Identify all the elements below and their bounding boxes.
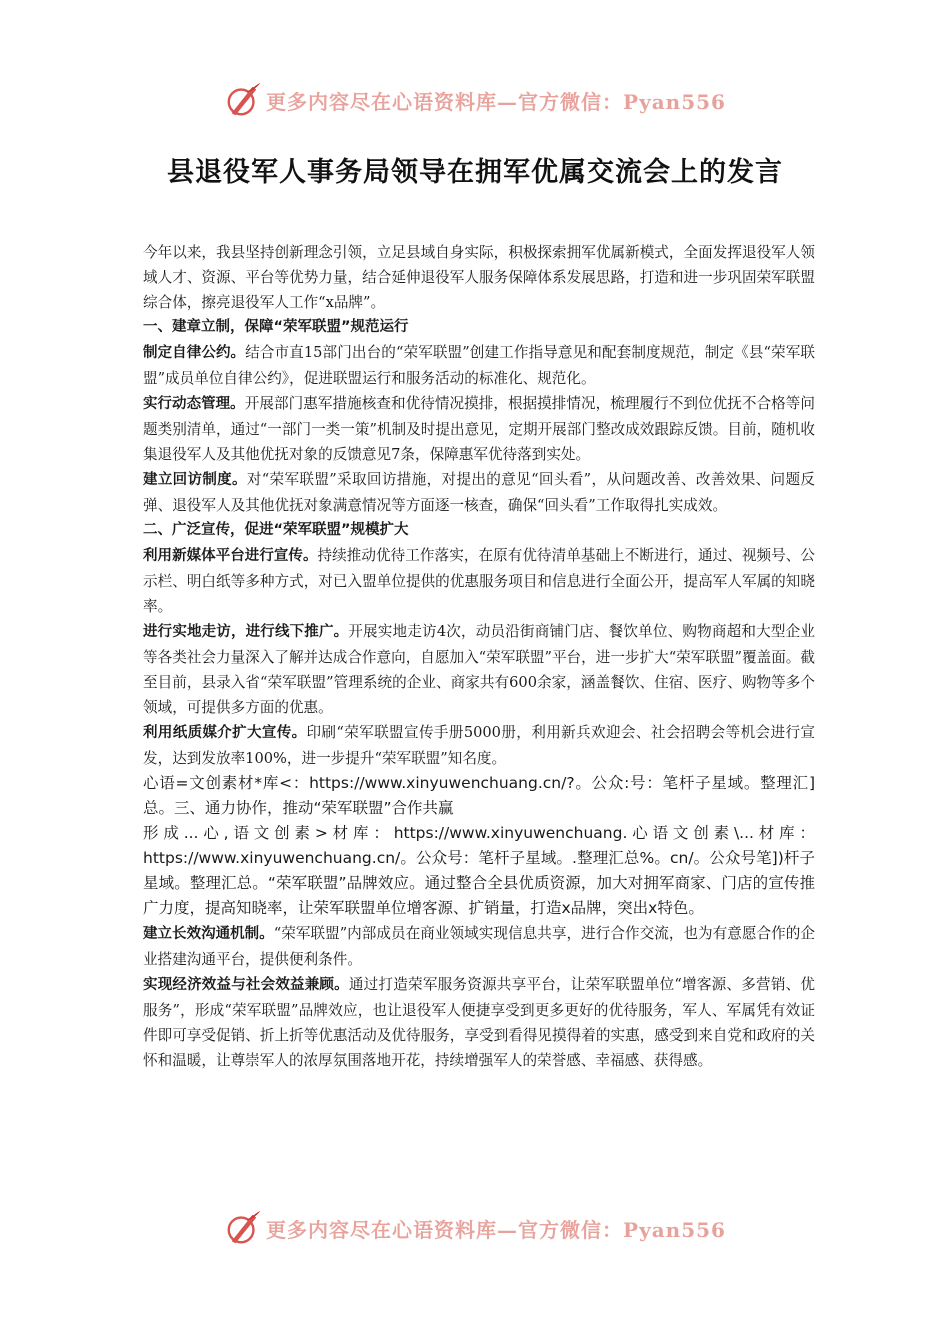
- paragraph-lead: 制定自律公约。: [143, 345, 246, 361]
- paragraph: [143, 972, 815, 1073]
- section-heading-2: 二、广泛宣传，促进“荣军联盟”规模扩大: [143, 522, 409, 538]
- paragraph: [143, 720, 815, 771]
- watermark-mixed-paragraph: 形成...心,语文创素>材库：https://www.xinyuwenchuang.心语文创素\...材库：https://www.xinyuwenchuang.cn/。公众号：笔杆子星域。.整理汇总%。cn/。公众号笔])杆子星域。整理汇总。“荣军联盟”品牌效应。通过整合全县优质资源，加大对拥军商家、门店的宣传推广力度，提高知晓率，让荣军联盟单位增客源、扩销量，打造x品牌，突出x特色。: [143, 824, 815, 917]
- quill-logo-icon: [224, 1209, 262, 1247]
- paragraph: [143, 467, 815, 518]
- footer-banner: [0, 1206, 950, 1250]
- paragraph-lead: 进行实地走访，进行线下推广。: [143, 624, 349, 640]
- watermark-mixed-paragraph: 心语=文创素材*库<：https://www.xinyuwenchuang.cn/?。公众:号：笔杆子星域。整理汇]总。三、通力协作，推动“荣军联盟”合作共赢: [143, 774, 815, 817]
- paragraph-text: 开展部门惠军措施核查和优待情况摸排，根据摸排情况，梳理履行不到位优抚不合格等问题类别清单，通过“一部门一类一策”机制及时提出意见，定期开展部门整改成效跟踪反馈。目前，随机收集退役军人及其他优抚对象的反馈意见7条，保障惠军优待落到实处。: [143, 395, 816, 463]
- page-title: 县退役军人事务局领导在拥军优属交流会上的发言: [167, 157, 783, 188]
- paragraph-lead: 利用新媒体平台进行宣传。: [143, 548, 318, 564]
- paragraph-lead: 建立回访制度。: [143, 472, 247, 488]
- paragraph-lead: 实行动态管理。: [143, 396, 245, 412]
- paragraph: [143, 543, 815, 619]
- paragraph-text: 开展实地走访4次，动员沿街商铺门店、餐饮单位、购物商超和大型企业等各类社会力量深入了解并达成合作意向，自愿加入“荣军联盟”平台，进一步扩大“荣军联盟”覆盖面。截至目前，县录入省“荣军联盟”管理系统的企业、商家共有600余家，涵盖餐饮、住宿、医疗、购物等多个领域，可提供多方面的优惠。: [143, 623, 816, 716]
- paragraph-lead: 实现经济效益与社会效益兼顾。: [143, 977, 349, 993]
- paragraph: [143, 921, 815, 972]
- paragraph-lead: 建立长效沟通机制。: [143, 926, 274, 942]
- intro-paragraph: 今年以来，我县坚持创新理念引领，立足县域自身实际，积极探索拥军优属新模式，全面发挥退役军人领域人才、资源、平台等优势力量，结合延伸退役军人服务保障体系发展思路，打造和进一步巩固荣军联盟综合体，擦亮退役军人工作“x品牌”。: [143, 244, 815, 311]
- paragraph: [143, 619, 815, 720]
- banner-text: 更多内容尽在心语资料库—官方微信：Pyan556: [266, 89, 726, 114]
- paragraph-text: 对“荣军联盟”采取回访措施，对提出的意见“回头看”，从问题改善、改善效果、问题反弹、退役军人及其他优抚对象满意情况等方面逐一核查，确保“回头看”工作取得扎实成效。: [143, 471, 815, 514]
- paragraph-text: 结合市直15部门出台的“荣军联盟”创建工作指导意见和配套制度规范，制定《县“荣军联盟”成员单位自律公约》，促进联盟运行和服务活动的标准化、规范化。: [143, 344, 815, 387]
- document-body: [143, 240, 815, 1073]
- quill-logo-icon: [224, 81, 262, 119]
- paragraph-lead: 利用纸质媒介扩大宣传。: [143, 725, 307, 741]
- paragraph: [143, 340, 815, 391]
- paragraph-text: 印刷“荣军联盟宣传手册5000册，利用新兵欢迎会、社会招聘会等机会进行宣发，达到发放率100%，进一步提升“荣军联盟”知名度。: [143, 724, 816, 767]
- banner-text: 更多内容尽在心语资料库—官方微信：Pyan556: [266, 1217, 726, 1242]
- paragraph-text: 持续推动优待工作落实，在原有优待清单基础上不断进行，通过、视频号、公示栏、明白纸等多种方式，对已入盟单位提供的优惠服务项目和信息进行全面公开，提高军人军属的知晓率。: [143, 547, 815, 615]
- header-banner: [0, 78, 950, 122]
- paragraph: [143, 391, 815, 467]
- section-heading-1: 一、建章立制，保障“荣军联盟”规范运行: [143, 319, 409, 335]
- paragraph-text: “荣军联盟”内部成员在商业领域实现信息共享，进行合作交流，也为有意愿合作的企业搭建沟通平台，提供便利条件。: [143, 925, 815, 968]
- paragraph-text: 通过打造荣军服务资源共享平台，让荣军联盟单位“增客源、多营销、优服务”，形成“荣军联盟”品牌效应，也让退役军人便捷享受到更多更好的优待服务，军人、军属凭有效证件即可享受促销、折上折等优惠活动及优待服务，享受到看得见摸得着的实惠，感受到来自党和政府的关怀和温暖，让尊崇军人的浓厚氛围落地开花，持续增强军人的荣誉感、幸福感、获得感。: [143, 976, 815, 1069]
